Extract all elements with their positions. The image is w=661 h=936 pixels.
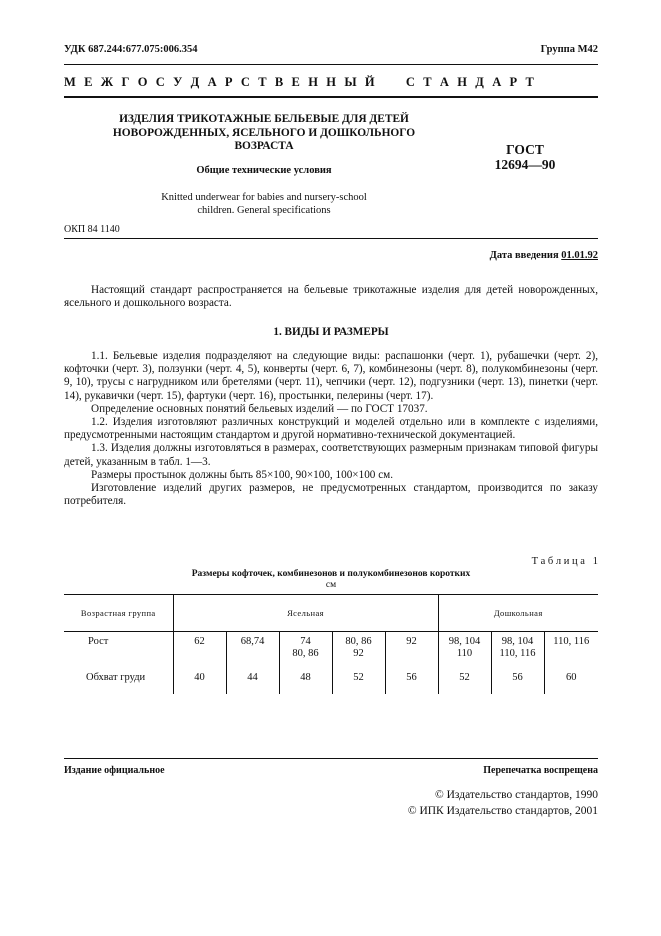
reprint-notice: Перепечатка воспрещена xyxy=(483,765,598,776)
table-cell: 80, 86 92 xyxy=(332,632,385,667)
paragraph-1-2: 1.2. Изделия изготовляют различных конструкций и моделей отдельно или в комплекте с изделиями, предусмотренными настоящим стандартом и другой нормативно-технической документацией. xyxy=(64,416,598,442)
table-cell: 98, 104 110 xyxy=(438,632,491,667)
official-edition: Издание официальное xyxy=(64,765,165,776)
table-cell: 48 xyxy=(279,666,332,694)
document-title: ИЗДЕЛИЯ ТРИКОТАЖНЫЕ БЕЛЬЕВЫЕ ДЛЯ ДЕТЕЙ НОВОРОЖДЕННЫХ, ЯСЕЛЬНОГО И ДОШКОЛЬНОГО ВОЗРАСТА xyxy=(112,113,416,152)
age-group-header: Возрастная группа xyxy=(64,595,173,632)
section-body xyxy=(64,350,598,508)
english-title: Knitted underwear for babies and nursery-school children. General specifications xyxy=(161,192,367,216)
table-cell: 52 xyxy=(438,666,491,694)
table-label: Т а б л и ц а 1 xyxy=(531,556,598,567)
table-unit: см xyxy=(325,580,337,590)
sizes-table xyxy=(64,594,598,694)
table-cell: 74 80, 86 xyxy=(279,632,332,667)
footer-rule xyxy=(64,758,598,759)
table-cell: 52 xyxy=(332,666,385,694)
copyright-1990: © Издательство стандартов, 1990 xyxy=(434,789,598,801)
table-cell: 98, 104 110, 116 xyxy=(491,632,544,667)
paragraph-1-1: 1.1. Бельевые изделия подразделяют на следующие виды: распашонки (черт. 1), рубашечки (черт. 2), кофточки (черт. 3), ползунки (черт. 4, 5), конверты (черт. 6, 7), комбинезоны (черт. 8), полукомбинезоны (черт. 9, 10), трусы с нагрудником или бретелями (черт. 11), чепчики (черт. 12), подгузники (черт. 13), пинетки (черт. 14), рукавички (черт. 15), фартуки (черт. 16), простынки, пелерины (черт. 17). xyxy=(64,350,598,402)
copyright-block xyxy=(408,787,598,819)
table-cell: 56 xyxy=(491,666,544,694)
table-cell: 40 xyxy=(173,666,226,694)
table-cell: 60 xyxy=(544,666,598,694)
paragraph-1-3: 1.3. Изделия должны изготовляться в размерах, соответствующих размерным признакам типовой фигуры детей, указанным в табл. 1—3. xyxy=(64,442,598,468)
table-cell: 92 xyxy=(385,632,438,667)
paragraph-1-3-custom: Изготовление изделий других размеров, не предусмотренных стандартом, производится по заказу потребителя. xyxy=(64,482,598,508)
title-bottom-rule xyxy=(64,238,598,239)
table-header-row xyxy=(64,595,598,632)
banner-rule xyxy=(64,96,598,98)
document-subtitle: Общие технические условия xyxy=(196,165,332,176)
top-rule xyxy=(64,64,598,65)
section-heading: 1. ВИДЫ И РАЗМЕРЫ xyxy=(273,326,389,338)
copyright-2001: © ИПК Издательство стандартов, 2001 xyxy=(407,805,598,817)
table-cell: 56 xyxy=(385,666,438,694)
group-code: Группа М42 xyxy=(540,44,598,55)
table-cell: 62 xyxy=(173,632,226,667)
table-cell: 68,74 xyxy=(226,632,279,667)
introduction-date-value: 01.01.92 xyxy=(561,250,598,261)
row-label-chest: Обхват груди xyxy=(86,672,146,683)
udk-code: УДК 687.244:677.075:006.354 xyxy=(64,44,198,55)
table-caption: Размеры кофточек, комбинезонов и полукомбинезонов коротких xyxy=(191,569,471,579)
table-cell: 110, 116 xyxy=(544,632,598,667)
table-row xyxy=(64,666,598,694)
paragraph-1-1-definition: Определение основных понятий бельевых изделий — по ГОСТ 17037. xyxy=(91,402,428,415)
preschool-group-header: Дошкольная xyxy=(438,595,598,632)
paragraph-1-3-sheets: Размеры простынок должны быть 85×100, 90×100, 100×100 см. xyxy=(91,468,394,481)
nursery-group-header: Ясельная xyxy=(173,595,438,632)
row-label-height: Рост xyxy=(88,636,109,647)
table-row xyxy=(64,632,598,667)
gost-designation: ГОСТ 12694—90 xyxy=(494,142,556,172)
standard-banner: М Е Ж Г О С У Д А Р С Т В Е Н Н Ы Й С Т А Н Д А Р Т xyxy=(64,75,537,89)
introduction-date: Дата введения 01.01.92 xyxy=(489,250,598,261)
intro-paragraph: Настоящий стандарт распространяется на бельевые трикотажные изделия для детей новорожденных, ясельного и дошкольного возраста. xyxy=(64,284,598,310)
okp-code: ОКП 84 1140 xyxy=(64,224,120,235)
table-cell: 44 xyxy=(226,666,279,694)
